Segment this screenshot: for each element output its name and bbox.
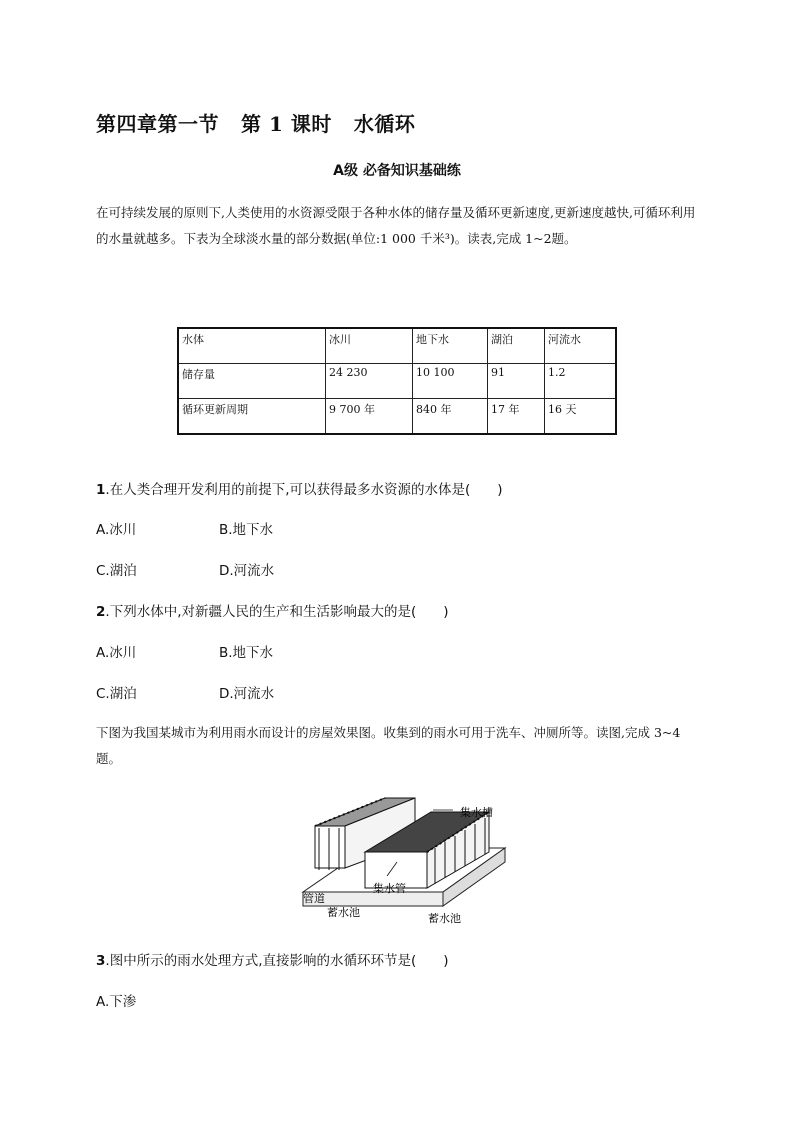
table-cell: 湖泊 (488, 328, 545, 364)
table-cell: 840 年 (413, 399, 488, 435)
section-title: A级 必备知识基础练 (333, 163, 461, 179)
table-cell: 冰川 (326, 328, 413, 364)
question-2 (96, 600, 449, 620)
label-gutter: 集水槽 (460, 806, 493, 819)
table-cell: 24 230 (326, 364, 413, 399)
question-3 (96, 949, 449, 969)
table-cell: 9 700 年 (326, 399, 413, 435)
table-header-row (178, 328, 616, 364)
table-cell: 地下水 (413, 328, 488, 364)
q1-option-c[interactable]: C.湖泊 (96, 563, 137, 579)
table-cell: 10 100 (413, 364, 488, 399)
table-cell: 17 年 (488, 399, 545, 435)
label-pool-left: 蓄水池 (327, 906, 360, 919)
q2-option-b[interactable]: B.地下水 (219, 645, 274, 661)
table-cell: 河流水 (545, 328, 617, 364)
freshwater-table (177, 327, 617, 435)
q2-option-d[interactable]: D.河流水 (219, 686, 275, 702)
title-topic: 水循环 (353, 112, 416, 136)
question-number: 2 (96, 604, 106, 620)
q3-option-a[interactable]: A.下渗 (96, 994, 137, 1010)
table-cell: 1.2 (545, 364, 617, 399)
label-pipe: 集水管 (373, 882, 406, 895)
question-text: .下列水体中,对新疆人民的生产和生活影响最大的是( ) (105, 604, 449, 620)
table-row (178, 399, 616, 435)
table-row (178, 364, 616, 399)
label-conduit: 管道 (303, 892, 325, 905)
table-cell: 储存量 (178, 364, 326, 399)
q1-option-b[interactable]: B.地下水 (219, 522, 274, 538)
table-cell: 循环更新周期 (178, 399, 326, 435)
page-title (96, 108, 415, 137)
rainwater-house-diagram (293, 796, 511, 926)
q1-option-d[interactable]: D.河流水 (219, 563, 275, 579)
q1-option-a[interactable]: A.冰川 (96, 522, 137, 538)
q2-option-a[interactable]: A.冰川 (96, 645, 137, 661)
table-cell: 水体 (178, 328, 326, 364)
label-pool-right: 蓄水池 (428, 912, 461, 925)
q2-option-c[interactable]: C.湖泊 (96, 686, 137, 702)
table-cell: 16 天 (545, 399, 617, 435)
question-text: .在人类合理开发利用的前提下,可以获得最多水资源的水体是( ) (105, 482, 503, 498)
title-lesson: 第 1 课时 (241, 112, 332, 136)
question-number: 1 (96, 482, 106, 498)
intro-paragraph: 在可持续发展的原则下,人类使用的水资源受限于各种水体的储存量及循环更新速度,更新速度越快,可循环利用的水量就越多。下表为全球淡水量的部分数据(单位:1 000 千米³)。读表,完成 1~2题。 (96, 205, 696, 246)
diagram-intro-paragraph: 下图为我国某城市为利用雨水而设计的房屋效果图。收集到的雨水可用于洗车、冲厕所等。读图,完成 3~4 题。 (96, 725, 681, 766)
question-1 (96, 478, 503, 498)
table-cell: 91 (488, 364, 545, 399)
question-number: 3 (96, 953, 106, 969)
question-text: .图中所示的雨水处理方式,直接影响的水循环环节是( ) (105, 953, 449, 969)
title-chapter: 第四章第一节 (96, 112, 219, 136)
